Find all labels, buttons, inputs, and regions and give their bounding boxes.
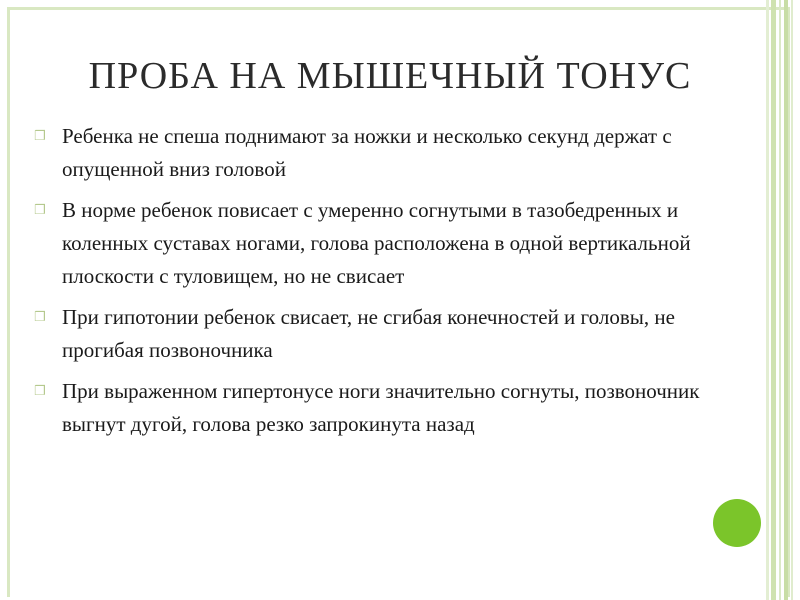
bullet-item — [34, 375, 754, 441]
decor-circle — [713, 499, 761, 547]
slide-title: ПРОБА НА МЫШЕЧНЫЙ ТОНУС — [88, 55, 692, 97]
bullet-icon: ❒ — [34, 384, 46, 399]
bullet-icon: ❒ — [34, 129, 46, 144]
bullet-item — [34, 120, 754, 186]
bullet-text: В норме ребенок повисает с умеренно согнутыми в тазобедренных и коленных суставах ногами, голова расположена в одной вертикальной плоскости с туловищем, но не свисает — [62, 198, 691, 288]
bullet-text: При выраженном гипертонусе ноги значительно согнуты, позвоночник выгнут дугой, голова резко запрокинута назад — [62, 379, 700, 436]
decor-stripe — [771, 0, 776, 600]
bullet-icon: ❒ — [34, 310, 46, 325]
decor-stripe — [791, 0, 793, 600]
decor-stripe — [784, 0, 788, 600]
bullet-item — [34, 301, 754, 367]
bullet-icon: ❒ — [34, 203, 46, 218]
bullet-text: При гипотонии ребенок свисает, не сгибая конечностей и головы, не прогибая позвоночника — [62, 305, 675, 362]
bullet-text: Ребенка не спеша поднимают за ножки и несколько секунд держат с опущенной вниз головой — [62, 124, 672, 181]
decor-stripe — [779, 0, 781, 600]
decor-stripe — [766, 0, 769, 600]
bullet-item — [34, 194, 754, 293]
bullet-list — [34, 120, 754, 449]
